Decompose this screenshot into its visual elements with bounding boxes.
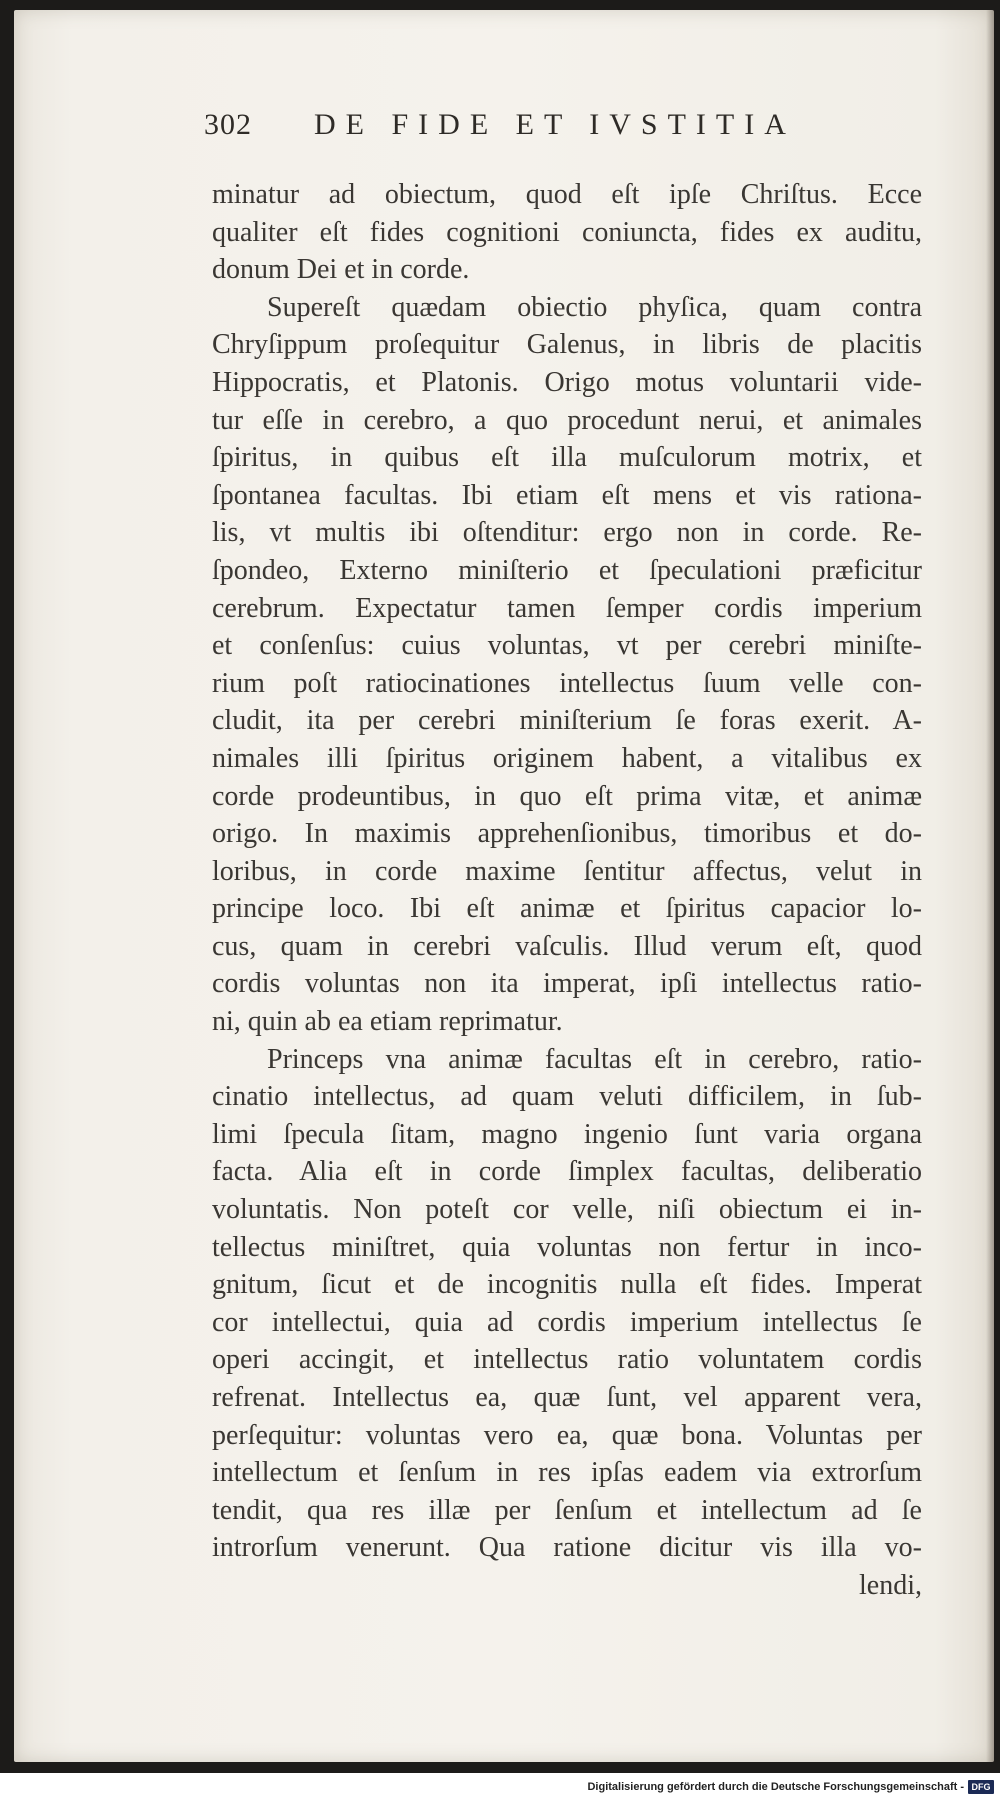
text-line: tendit, qua res illæ per ſenſum et intellectum ad ſe: [212, 1494, 922, 1526]
text-line: minatur ad obiectum, quod eſt ipſe Chriſtus. Ecce: [212, 179, 922, 210]
text-line: introrſum venerunt. Qua ratione dicitur vis illa vo-: [212, 1532, 922, 1564]
funding-credit: Digitalisierung gefördert durch die Deutsche Forschungsgemeinschaft -: [587, 1781, 964, 1793]
text-line: principe loco. Ibi eſt animæ et ſpiritus capacior lo-: [212, 893, 922, 925]
text-line: tellectus miniſtret, quia voluntas non fertur in inco-: [212, 1231, 922, 1263]
text-line: et conſenſus: cuius voluntas, vt per cerebri miniſte-: [212, 630, 922, 662]
text-line: nimales illi ſpiritus originem habent, a vitalibus ex: [212, 742, 922, 774]
text-line: origo. In maximis apprehenſionibus, timoribus et do-: [212, 818, 922, 850]
text-line: ſpiritus, in quibus eſt illa muſculorum motrix, et: [212, 442, 922, 474]
page-edge-shadow: [986, 10, 994, 1762]
text-line: Chryſippum proſequitur Galenus, in libris de placitis: [212, 329, 922, 361]
running-head: [204, 108, 844, 158]
text-line: refrenat. Intellectus ea, quæ ſunt, vel apparent vera,: [212, 1382, 922, 1413]
dfg-logo-icon: DFG: [968, 1780, 994, 1794]
text-line: cor intellectui, quia ad cordis imperium intellectus ſe: [212, 1306, 922, 1338]
text-line: loribus, in corde maxime ſentitur affectus, velut in: [212, 855, 922, 887]
text-line: rium poſt ratiocinationes intellectus ſuum velle con-: [212, 667, 922, 699]
catchword: lendi,: [859, 1569, 922, 1601]
text-line: Hippocratis, et Platonis. Origo motus voluntarii vide-: [212, 366, 922, 398]
text-line: corde prodeuntibus, in quo eſt prima vitæ, et animæ: [212, 780, 922, 812]
text-line-paragraph-start: Princeps vna animæ facultas eſt in cerebro, ratio-: [267, 1043, 922, 1075]
text-line: voluntatis. Non poteſt cor velle, niſi obiectum ei in-: [212, 1194, 922, 1226]
text-line-paragraph-start: Supereſt quædam obiectio phyſica, quam contra: [267, 291, 922, 323]
text-line: ſpontanea facultas. Ibi etiam eſt mens et vis rationa-: [212, 479, 922, 511]
digitization-footer: [0, 1773, 1000, 1803]
text-line: perſequitur: voluntas vero ea, quæ bona. Voluntas per: [212, 1419, 922, 1451]
text-line: ni, quin ab ea etiam reprimatur.: [212, 1006, 563, 1038]
page-number: 302: [204, 108, 252, 141]
text-line: facta. Alia eſt in corde ſimplex facultas, deliberatio: [212, 1156, 922, 1188]
text-line: intellectum et ſenſum in res ipſas eadem via extrorſum: [212, 1457, 922, 1489]
text-line: limi ſpecula ſitam, magno ingenio ſunt varia organa: [212, 1118, 922, 1150]
text-line: cus, quam in cerebri vaſculis. Illud verum eſt, quod: [212, 930, 922, 962]
text-line: lis, vt multis ibi oſtenditur: ergo non in corde. Re-: [212, 517, 922, 549]
text-line: ſpondeo, Externo miniſterio et ſpeculationi præficitur: [212, 554, 922, 586]
text-line: donum Dei et in corde.: [212, 254, 470, 286]
body-text: [212, 176, 922, 1605]
text-line: gnitum, ſicut et de incognitis nulla eſt fides. Imperat: [212, 1269, 922, 1301]
text-line: tur eſſe in cerebro, a quo procedunt nerui, et animales: [212, 404, 922, 436]
text-line: cordis voluntas non ita imperat, ipſi intellectus ratio-: [212, 968, 922, 1000]
running-title: DE FIDE ET IVSTITIA: [314, 108, 796, 141]
text-line: operi accingit, et intellectus ratio voluntatem cordis: [212, 1344, 922, 1376]
text-line: cinatio intellectus, ad quam veluti difficilem, in ſub-: [212, 1081, 922, 1113]
text-line: cludit, ita per cerebri miniſterium ſe foras exerit. A-: [212, 705, 922, 737]
text-line: qualiter eſt fides cognitioni coniuncta, fides ex auditu,: [212, 216, 922, 248]
text-line: cerebrum. Expectatur tamen ſemper cordis imperium: [212, 592, 922, 624]
